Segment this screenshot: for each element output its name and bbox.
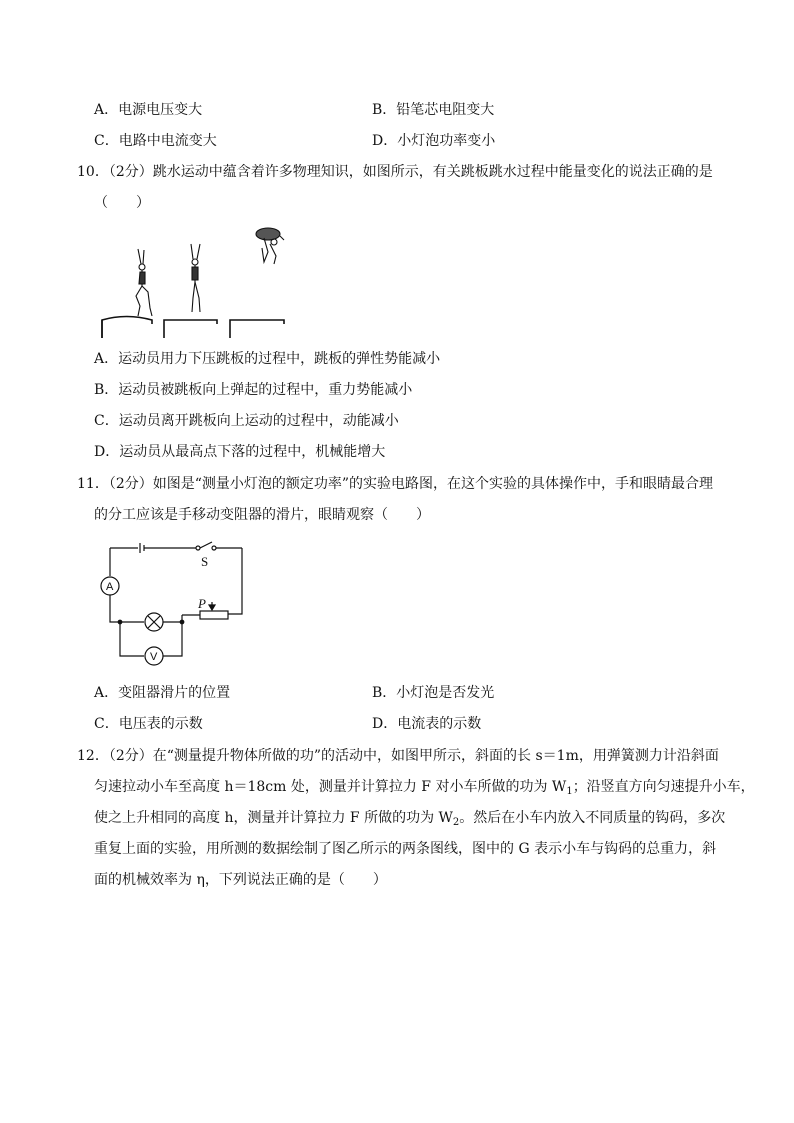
diver-2 (191, 244, 200, 312)
q9-option-b: B．铅笔芯电阻变大 (372, 102, 495, 118)
q12-line-4: 重复上面的实验，用所测的数据绘制了图乙所示的两条图线，图中的 G 表示小车与钩码的总重力，斜 (94, 841, 717, 857)
q10-option-b: B．运动员被跳板向上弹起的过程中，重力势能减小 (94, 382, 413, 398)
q11-option-c: C．电压表的示数 (94, 716, 203, 732)
q11-stem-line-2: 的分工应该是手移动变阻器的滑片，眼睛观察（ ） (94, 507, 430, 523)
rheostat-body (200, 611, 228, 619)
q10-stem-line-1: 10．（2分）跳水运动中蕴含着许多物理知识，如图所示，有关跳板跳水过程中能量变化的说法正确的是 (77, 164, 713, 180)
voltmeter-label: V (150, 651, 158, 663)
q11-option-d: D．电流表的示数 (372, 716, 482, 732)
switch-blade (200, 542, 212, 548)
springboard-flat-2 (230, 320, 284, 338)
q9-option-a: A．电源电压变大 (94, 102, 203, 118)
q11-options-row-1 (94, 683, 714, 703)
springboard-flat-1 (164, 320, 217, 338)
q10-diving-figure (98, 222, 288, 342)
diver-1 (136, 249, 152, 316)
q11-option-a: A．变阻器滑片的位置 (94, 685, 231, 701)
q12-line-2: 匀速拉动小车至高度 h＝18cm 处，测量并计算拉力 F 对小车所做的功为 $W_1$；沿竖直方向匀速提升小车， (94, 779, 755, 797)
q10-option-c: C．运动员离开跳板向上运动的过程中，动能减小 (94, 413, 399, 429)
q11-options-row-2 (94, 714, 714, 734)
q10-stem-line-2: （ ） (94, 195, 150, 211)
switch-label: S (201, 554, 209, 569)
q9-option-d: D．小灯泡功率变小 (372, 133, 496, 149)
q11-circuit-diagram (96, 538, 248, 666)
q11-stem-line-1: 11．（2分）如图是“测量小灯泡的额定功率”的实验电路图，在这个实验的具体操作中，手和眼睛最合理 (77, 476, 714, 492)
q10-option-a: A．运动员用力下压跳板的过程中，跳板的弹性势能减小 (94, 351, 441, 367)
springboard-bent (102, 317, 152, 339)
q9-options-row-1 (94, 100, 714, 120)
q10-option-d: D．运动员从最高点下落的过程中，机械能增大 (94, 444, 386, 460)
q9-options-row-2 (94, 131, 714, 151)
q12-line-3: 使之上升相同的高度 h，测量并计算拉力 F 所做的功为 $W_2$。然后在小车内放入不同质量的钩码，多次 (94, 810, 726, 828)
q9-option-c: C．电路中电流变大 (94, 133, 217, 149)
slider-label: P (198, 596, 206, 611)
q12-line-1: 12．（2分）在“测量提升物体所做的功”的活动中，如图甲所示，斜面的长 s＝1m，用弹簧测力计沿斜面 (77, 748, 719, 764)
q11-option-b: B．小灯泡是否发光 (372, 685, 495, 701)
q12-line-5: 面的机械效率为 η，下列说法正确的是（ ） (94, 872, 387, 888)
diver-3 (256, 228, 284, 264)
ammeter-label: A (106, 581, 114, 593)
